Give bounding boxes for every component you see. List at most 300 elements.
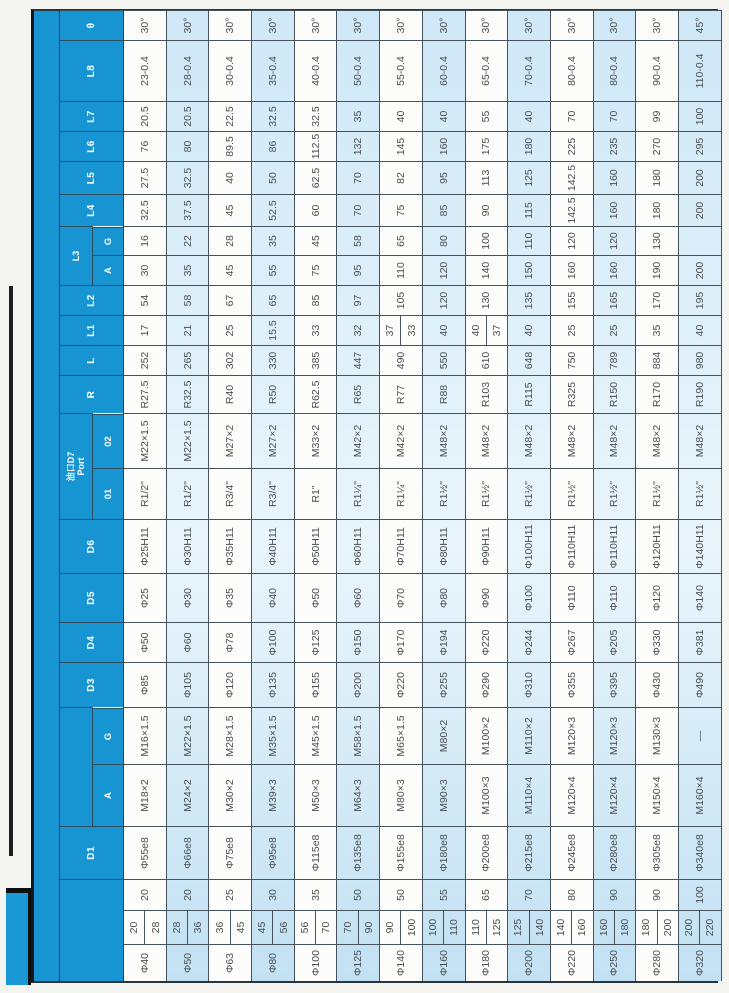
cell-a: M120×4 (551, 764, 594, 826)
cell-range-part1: 200 (679, 911, 700, 944)
cell-l5: 125 (508, 161, 551, 194)
cell-l8: 65-0.4 (466, 40, 509, 101)
cell-stroke: 80 (551, 879, 594, 910)
cell-l3a: 35 (167, 255, 210, 285)
cell-range-part2: 70 (320, 921, 333, 934)
cell-l7: 20.5 (167, 101, 210, 131)
cell-l: 648 (508, 345, 551, 375)
cell-g: M22×1.5 (167, 707, 210, 764)
cell-p02: M48×2 (551, 413, 594, 468)
cell-l6: 225 (551, 131, 594, 161)
cell-l4: 142.5 (551, 194, 594, 226)
cell-g: M110×2 (508, 707, 551, 764)
cell-d4: Φ100 (252, 622, 295, 662)
cell-a: M80×3 (380, 764, 423, 826)
cell-a: M50×3 (295, 764, 338, 826)
header-p02: 02 (93, 414, 123, 468)
cell-p01: R1½" (551, 468, 594, 519)
header-theta: θ (60, 10, 124, 40)
cell-d4: Φ50 (124, 622, 167, 662)
cell-r: R88 (423, 375, 466, 413)
cell-range-part1: 100 (423, 911, 444, 944)
cell-range (551, 910, 594, 944)
cell-d3: Φ310 (508, 662, 551, 707)
cell-p02: M48×2 (423, 413, 466, 468)
cell-p01: R1/2" (124, 468, 167, 519)
cell-r: R77 (380, 375, 423, 413)
cell-a: M100×3 (466, 764, 509, 826)
cell-l1-part1: 40 (466, 316, 487, 345)
cell-l4: 45 (209, 194, 252, 226)
cell-range-part1: 28 (167, 911, 188, 944)
cell-d4: Φ330 (636, 622, 679, 662)
cell-stroke: 90 (636, 879, 679, 910)
cell-l: 447 (337, 345, 380, 375)
cell-range-part1: 20 (124, 911, 145, 944)
cell-a: M150×4 (636, 764, 679, 826)
cell-l2: 65 (252, 285, 295, 315)
header-d1: D1 (60, 826, 124, 879)
cell-range-part2: 45 (234, 921, 247, 934)
header-group-title-ag (60, 707, 93, 826)
cell-theta: 30° (124, 10, 167, 40)
cell-d5: Φ50 (295, 573, 338, 622)
header-l2: L2 (60, 285, 124, 315)
cell-p01: R1½" (636, 468, 679, 519)
cell-g: M28×1.5 (209, 707, 252, 764)
cell-a: M120×4 (594, 764, 637, 826)
cell-p02: M48×2 (636, 413, 679, 468)
cell-l1: 15.5 (252, 315, 295, 345)
cell-l7: 20.5 (124, 101, 167, 131)
cell-d6: Φ40H11 (252, 519, 295, 573)
cell-l5: 200 (679, 161, 722, 194)
cell-l1: 40 (423, 315, 466, 345)
cell-a: M18×2 (124, 764, 167, 826)
header-l: L (60, 345, 124, 375)
cell-d1: Φ245e8 (551, 826, 594, 879)
cell-theta: 30° (551, 10, 594, 40)
header-group-subs-ag (93, 707, 123, 826)
cell-l4: 200 (679, 194, 722, 226)
cell-bore: Φ40 (124, 944, 167, 981)
cell-l1: 25 (594, 315, 637, 345)
cell-l1 (466, 315, 509, 345)
cell-p02: M22×1.5 (124, 413, 167, 468)
cell-l2: 105 (380, 285, 423, 315)
cell-r: R325 (551, 375, 594, 413)
cell-d3: Φ200 (337, 662, 380, 707)
cell-d6: Φ60H11 (337, 519, 380, 573)
cell-l3g: 100 (466, 226, 509, 255)
cell-l3a: 200 (679, 255, 722, 285)
cell-l4: 115 (508, 194, 551, 226)
header-d3: D3 (60, 662, 124, 707)
header-p01: 01 (93, 468, 123, 519)
cell-l6: 270 (636, 131, 679, 161)
cell-l3a: 110 (380, 255, 423, 285)
cell-p01: R1½" (679, 468, 722, 519)
cell-d3: Φ395 (594, 662, 637, 707)
cell-l1: 21 (167, 315, 210, 345)
cell-l3g: 65 (380, 226, 423, 255)
cell-d1: Φ75e8 (209, 826, 252, 879)
cell-range-part2: 140 (533, 918, 546, 937)
cell-d3: Φ355 (551, 662, 594, 707)
cell-range (679, 910, 722, 944)
table-row-φ80 (252, 11, 295, 981)
cell-d6: Φ35H11 (209, 519, 252, 573)
cell-l5: 180 (636, 161, 679, 194)
cell-r: R150 (594, 375, 637, 413)
cell-l4: 90 (466, 194, 509, 226)
cell-range-part1: 90 (380, 911, 401, 944)
cell-l6: 160 (423, 131, 466, 161)
cell-range-part2: 90 (362, 921, 375, 934)
cell-d4: Φ244 (508, 622, 551, 662)
cell-l1: 35 (636, 315, 679, 345)
cell-range-part1: 56 (295, 911, 316, 944)
header-l1: L1 (60, 315, 124, 345)
cell-stroke: 50 (380, 879, 423, 910)
cell-p01: R1" (295, 468, 338, 519)
cell-bore: Φ80 (252, 944, 295, 981)
cell-range (167, 910, 210, 944)
cell-l4: 37.5 (167, 194, 210, 226)
cell-range (252, 910, 295, 944)
cell-range-part1: 70 (337, 911, 358, 944)
cell-r: R32.5 (167, 375, 210, 413)
cell-range-part2: 56 (277, 921, 290, 934)
cell-d3: Φ255 (423, 662, 466, 707)
cell-l5: 160 (594, 161, 637, 194)
table-row-φ100 (295, 11, 338, 981)
table-row-φ250 (594, 11, 637, 981)
cell-l8: 30-0.4 (209, 40, 252, 101)
cell-l: 265 (167, 345, 210, 375)
cell-p01: R3/4" (252, 468, 295, 519)
cell-range-part2: 110 (448, 919, 461, 936)
cell-d5: Φ70 (380, 573, 423, 622)
cell-l1 (380, 315, 423, 345)
cell-bore: Φ200 (508, 944, 551, 981)
cell-d3: Φ290 (466, 662, 509, 707)
cell-r: R50 (252, 375, 295, 413)
cell-range-part1: 125 (508, 911, 529, 944)
cell-r: R40 (209, 375, 252, 413)
cell-stroke: 65 (466, 879, 509, 910)
cell-range (594, 910, 637, 944)
cell-l2: 120 (423, 285, 466, 315)
cell-d1: Φ135e8 (337, 826, 380, 879)
cell-l5: 32.5 (167, 161, 210, 194)
cell-p02: M22×1.5 (167, 413, 210, 468)
cell-l8: 60-0.4 (423, 40, 466, 101)
cell-range (466, 910, 509, 944)
cell-range (636, 910, 679, 944)
cell-l3a: 140 (466, 255, 509, 285)
cell-range-part1: 180 (636, 911, 657, 944)
header-r: R (60, 375, 124, 413)
cell-theta: 30° (508, 10, 551, 40)
cell-d5: Φ140 (679, 573, 722, 622)
header-group-subs-port (93, 413, 123, 519)
cell-l: 330 (252, 345, 295, 375)
cell-l7: 40 (508, 101, 551, 131)
cell-l6: 295 (679, 131, 722, 161)
cell-l5: 40 (209, 161, 252, 194)
header-group-title-l3: L3 (60, 226, 93, 285)
cell-l6: 175 (466, 131, 509, 161)
cell-d6: Φ140H11 (679, 519, 722, 573)
cell-p01: R1¼" (380, 468, 423, 519)
cell-l1: 33 (295, 315, 338, 345)
cell-range (508, 910, 551, 944)
cell-d6: Φ25H11 (124, 519, 167, 573)
table-row-φ40 (124, 11, 167, 981)
cell-l5: 82 (380, 161, 423, 194)
cell-l3a: 95 (337, 255, 380, 285)
cell-l4: 32.5 (124, 194, 167, 226)
cell-d5: Φ120 (636, 573, 679, 622)
cell-l6: 76 (124, 131, 167, 161)
cell-range-part1: 36 (209, 911, 230, 944)
cell-bore: Φ160 (423, 944, 466, 981)
cell-l7: 35 (337, 101, 380, 131)
cell-range (209, 910, 252, 944)
cell-range (124, 910, 167, 944)
cell-d6: Φ110H11 (551, 519, 594, 573)
cell-l: 980 (679, 345, 722, 375)
cell-l7: 40 (423, 101, 466, 131)
cell-g: M45×1.5 (295, 707, 338, 764)
cell-l6: 112.5 (295, 131, 338, 161)
cell-l1: 40 (679, 315, 722, 345)
cell-l5: 50 (252, 161, 295, 194)
cell-d4: Φ125 (295, 622, 338, 662)
cell-range-part2: 180 (619, 918, 632, 937)
cell-g: M120×3 (551, 707, 594, 764)
cell-d4: Φ220 (466, 622, 509, 662)
cell-l1: 25 (551, 315, 594, 345)
cell-d1: Φ66e8 (167, 826, 210, 879)
cell-a: M110×4 (508, 764, 551, 826)
cell-l1: 25 (209, 315, 252, 345)
cell-d1: Φ200e8 (466, 826, 509, 879)
cell-d1: Φ115e8 (295, 826, 338, 879)
cell-g: — (679, 707, 722, 764)
cell-l3a: 190 (636, 255, 679, 285)
cell-d6: Φ110H11 (594, 519, 637, 573)
cell-d5: Φ35 (209, 573, 252, 622)
cell-l3a: 45 (209, 255, 252, 285)
spec-table (31, 9, 718, 983)
cell-l7: 55 (466, 101, 509, 131)
cell-d6: Φ120H11 (636, 519, 679, 573)
cell-l6: 89.5 (209, 131, 252, 161)
cell-l3g: 120 (594, 226, 637, 255)
cell-l3a: 150 (508, 255, 551, 285)
cell-g: M58×1.5 (337, 707, 380, 764)
cell-stroke: 25 (209, 879, 252, 910)
table-row-φ160 (423, 11, 466, 981)
cell-d4: Φ150 (337, 622, 380, 662)
cell-bore: Φ180 (466, 944, 509, 981)
header-d5: D5 (60, 573, 124, 622)
cell-stroke: 35 (295, 879, 338, 910)
cell-l2: 155 (551, 285, 594, 315)
cell-theta: 30° (594, 10, 637, 40)
cell-l4: 180 (636, 194, 679, 226)
cell-d6: Φ80H11 (423, 519, 466, 573)
header-group-l3 (60, 226, 124, 285)
cell-l8: 35-0.4 (252, 40, 295, 101)
header-l4: L4 (60, 194, 124, 226)
cell-stroke: 90 (594, 879, 637, 910)
rotated-table-wrapper (31, 9, 718, 983)
cell-r: R103 (466, 375, 509, 413)
cell-l8: 28-0.4 (167, 40, 210, 101)
cell-l2: 195 (679, 285, 722, 315)
cell-l7: 70 (551, 101, 594, 131)
cell-d3: Φ135 (252, 662, 295, 707)
cell-l1-part2: 33 (405, 324, 418, 337)
cell-l1: 17 (124, 315, 167, 345)
cell-l3g: 58 (337, 226, 380, 255)
header-blank-lead (60, 879, 124, 981)
cell-d1: Φ215e8 (508, 826, 551, 879)
cell-p02: M33×2 (295, 413, 338, 468)
cell-l3g: 45 (295, 226, 338, 255)
cell-l3g: 130 (636, 226, 679, 255)
cell-l3g: 16 (124, 226, 167, 255)
cell-p02: M48×2 (508, 413, 551, 468)
header-row (60, 11, 124, 981)
cell-l: 490 (380, 345, 423, 375)
cell-d3: Φ220 (380, 662, 423, 707)
cell-l3a: 160 (551, 255, 594, 285)
cell-l4: 60 (295, 194, 338, 226)
cell-l5: 62.5 (295, 161, 338, 194)
cell-a: M24×2 (167, 764, 210, 826)
cell-p02: M48×2 (466, 413, 509, 468)
header-a: A (93, 764, 123, 826)
cell-l6: 80 (167, 131, 210, 161)
cell-l: 550 (423, 345, 466, 375)
cell-theta: 30° (466, 10, 509, 40)
cell-theta: 30° (380, 10, 423, 40)
cell-p02: M48×2 (594, 413, 637, 468)
cell-l5: 70 (337, 161, 380, 194)
cell-p01: R1/2" (167, 468, 210, 519)
table-row-φ63 (209, 11, 252, 981)
cell-l2: 165 (594, 285, 637, 315)
cell-range (295, 910, 338, 944)
cell-range-part2: 125 (491, 918, 504, 937)
cell-d4: Φ194 (423, 622, 466, 662)
cell-l1-part1: 37 (380, 316, 401, 345)
cell-theta: 30° (209, 10, 252, 40)
cell-l8: 80-0.4 (594, 40, 637, 101)
cell-bore: Φ100 (295, 944, 338, 981)
cell-d1: Φ280e8 (594, 826, 637, 879)
cell-d3: Φ85 (124, 662, 167, 707)
cell-d4: Φ78 (209, 622, 252, 662)
cell-l8: 80-0.4 (551, 40, 594, 101)
header-l3a: A (93, 255, 123, 285)
cell-p02: M42×2 (337, 413, 380, 468)
cell-l3g: 28 (209, 226, 252, 255)
cell-l4: 75 (380, 194, 423, 226)
cell-d5: Φ90 (466, 573, 509, 622)
cell-d5: Φ80 (423, 573, 466, 622)
table-row-φ125 (337, 11, 380, 981)
cell-p02: M27×2 (209, 413, 252, 468)
cell-l5: 95 (423, 161, 466, 194)
cell-g: M120×3 (594, 707, 637, 764)
cell-l8: 110-0.4 (679, 40, 722, 101)
cell-bore: Φ50 (167, 944, 210, 981)
cell-d1: Φ155e8 (380, 826, 423, 879)
cell-l2: 97 (337, 285, 380, 315)
table-row-φ200 (508, 11, 551, 981)
cell-stroke: 50 (337, 879, 380, 910)
cell-d1: Φ340e8 (679, 826, 722, 879)
cell-range-part2: 200 (661, 918, 674, 937)
cell-l1-part2: 37 (491, 324, 504, 337)
cell-stroke: 20 (167, 879, 210, 910)
cell-g: M65×1.5 (380, 707, 423, 764)
cell-g: M16×1.5 (124, 707, 167, 764)
cell-bore: Φ250 (594, 944, 637, 981)
cell-bore: Φ220 (551, 944, 594, 981)
cell-l3a: 160 (594, 255, 637, 285)
cell-l: 789 (594, 345, 637, 375)
cell-theta: 30° (337, 10, 380, 40)
cell-l3g (679, 226, 722, 255)
header-group-port (60, 413, 124, 519)
cell-l3g: 120 (551, 226, 594, 255)
cell-bore: Φ280 (636, 944, 679, 981)
cell-stroke: 30 (252, 879, 295, 910)
cell-bore: Φ63 (209, 944, 252, 981)
scan-edge-line-artifact (9, 286, 13, 856)
cell-l2: 130 (466, 285, 509, 315)
header-group-title-port (60, 413, 93, 519)
header-d4: D4 (60, 622, 124, 662)
header-l3g: G (93, 227, 123, 255)
cell-a: M90×3 (423, 764, 466, 826)
cell-r: R115 (508, 375, 551, 413)
cell-l7: 70 (594, 101, 637, 131)
cell-g: M35×1.5 (252, 707, 295, 764)
header-l7: L7 (60, 101, 124, 131)
header-group-title-line1: 油口D7 (66, 451, 76, 482)
cell-d3: Φ155 (295, 662, 338, 707)
cell-range-part1: 110 (466, 911, 487, 944)
cell-l: 610 (466, 345, 509, 375)
cell-a: M30×2 (209, 764, 252, 826)
cell-theta: 30° (252, 10, 295, 40)
cell-l7: 40 (380, 101, 423, 131)
cell-theta: 30° (295, 10, 338, 40)
table-row-φ140 (380, 11, 423, 981)
cell-l3g: 22 (167, 226, 210, 255)
cell-l5: 113 (466, 161, 509, 194)
cell-l6: 86 (252, 131, 295, 161)
cell-l7: 100 (679, 101, 722, 131)
cell-l5: 27.5 (124, 161, 167, 194)
